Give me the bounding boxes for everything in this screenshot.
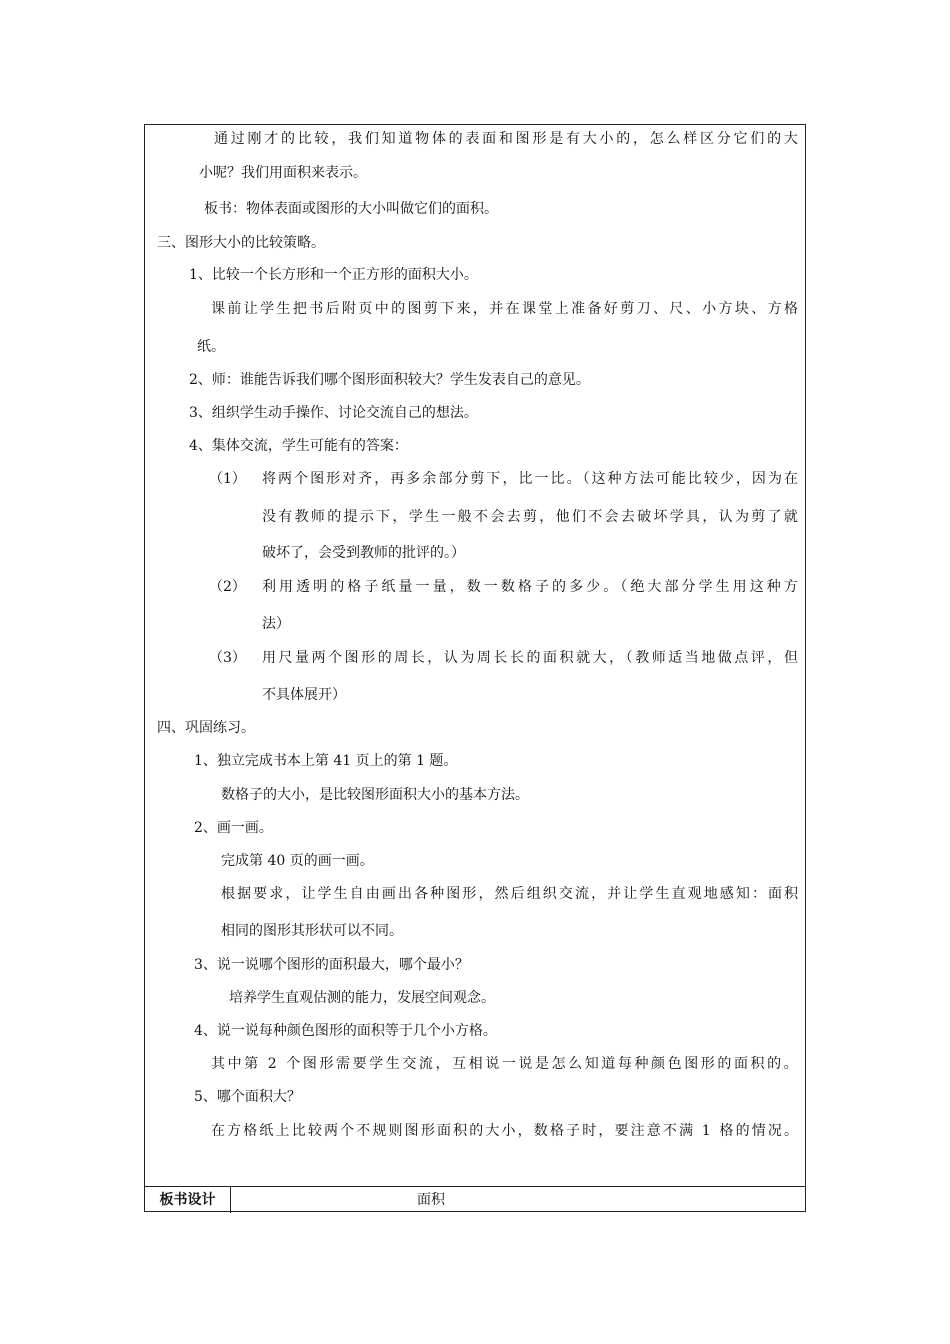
text-line: 在方格纸上比较两个不规则图形面积的大小，数格子时，要注意不满 1 格的情况。: [211, 1123, 801, 1139]
text-line: 破坏了，会受到教师的批评的。）: [262, 545, 465, 561]
text-line: 1、比较一个长方形和一个正方形的面积大小。: [189, 267, 478, 283]
board-design-row: [145, 1186, 805, 1213]
text-line: 纸。: [197, 339, 225, 355]
list-marker: （2）: [209, 579, 246, 595]
section-heading: 三、图形大小的比较策略。: [157, 235, 325, 251]
text-line: 没有教师的提示下，学生一般不会去剪，他们不会去破坏学具，认为剪了就: [262, 509, 801, 525]
text-line: 小呢？我们用面积来表示。: [199, 165, 367, 181]
section-heading: 四、巩固练习。: [157, 720, 255, 736]
text-line: 将两个图形对齐，再多余部分剪下，比一比。（这种方法可能比较少，因为在: [262, 471, 801, 487]
list-marker: （3）: [209, 650, 246, 666]
text-line: 数格子的大小，是比较图形面积大小的基本方法。: [221, 787, 529, 803]
text-line: 课前让学生把书后附页中的图剪下来，并在课堂上准备好剪刀、尺、小方块、方格: [211, 301, 801, 317]
text-line: 根据要求，让学生自由画出各种图形，然后组织交流，并让学生直观地感知：面积: [221, 886, 801, 902]
board-design-value: 面积: [417, 1192, 445, 1208]
text-line: 3、组织学生动手操作、讨论交流自己的想法。: [189, 405, 478, 421]
text-line: 2、师：谁能告诉我们哪个图形面积较大？学生发表自己的意见。: [189, 372, 590, 388]
text-line: 通过刚才的比较，我们知道物体的表面和图形是有大小的，怎么样区分它们的大: [214, 131, 801, 147]
text-line: 法）: [262, 616, 290, 632]
board-design-label: 板书设计: [145, 1187, 231, 1213]
text-line: 培养学生直观估测的能力，发展空间观念。: [229, 990, 495, 1006]
text-line: 不具体展开）: [262, 687, 346, 703]
text-line: 4、集体交流，学生可能有的答案：: [189, 438, 408, 454]
text-line: 4、说一说每种颜色图形的面积等于几个小方格。: [194, 1023, 497, 1039]
text-line: 相同的图形其形状可以不同。: [221, 923, 403, 939]
text-line: 用尺量两个图形的周长，认为周长长的面积就大，（教师适当地做点评，但: [262, 650, 801, 666]
list-marker: （1）: [209, 471, 246, 487]
text-line: 完成第 40 页的画一画。: [221, 853, 374, 869]
text-line: 2、画一画。: [194, 820, 273, 836]
lesson-content-cell: [145, 125, 805, 1186]
text-line: 5、哪个面积大？: [194, 1089, 301, 1105]
text-line: 板书：物体表面或图形的大小叫做它们的面积。: [204, 201, 498, 217]
text-line: 利用透明的格子纸量一量，数一数格子的多少。（绝大部分学生用这种方: [262, 579, 801, 595]
text-line: 3、说一说哪个图形的面积最大，哪个最小？: [194, 957, 469, 973]
text-line: 1、独立完成书本上第 41 页上的第 1 题。: [194, 753, 458, 769]
lesson-table: [144, 124, 806, 1212]
text-line: 其中第 2 个图形需要学生交流，互相说一说是怎么知道每种颜色图形的面积的。: [211, 1056, 801, 1072]
